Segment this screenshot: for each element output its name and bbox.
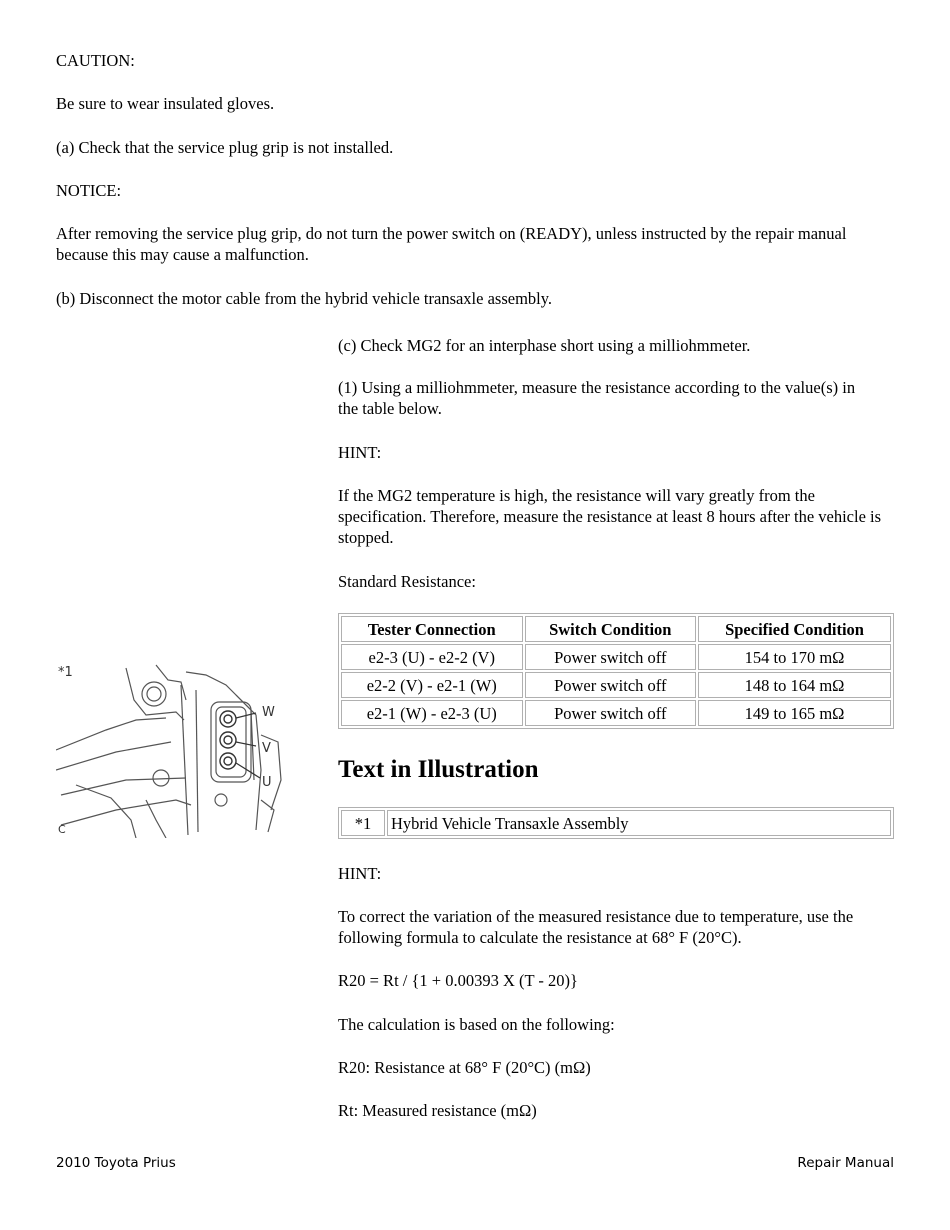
illustration-callout: *1	[58, 665, 73, 680]
column-header: Switch Condition	[525, 616, 697, 642]
caution-text: Be sure to wear insulated gloves.	[56, 94, 275, 113]
hint2-text: To correct the variation of the measured resistance due to temperature, use the following formula to calculate the resistance at 68° F (20°C).	[338, 907, 854, 947]
notice-text: After removing the service plug grip, do not turn the power switch on (READY), unless instructed by the repair manual because this may cause a malfunction.	[56, 224, 847, 264]
table-cell: e2-2 (V) - e2-1 (W)	[341, 672, 523, 698]
notice-label: NOTICE:	[56, 181, 122, 200]
formula: R20 = Rt / {1 + 0.00393 X (T - 20)}	[338, 971, 578, 990]
column-header: Tester Connection	[341, 616, 523, 642]
caution-label: CAUTION:	[56, 51, 135, 70]
standard-resistance-label: Standard Resistance:	[338, 572, 476, 591]
column-header: Specified Condition	[698, 616, 891, 642]
table-row	[341, 672, 891, 698]
text-in-illustration-heading: Text in Illustration	[338, 756, 539, 783]
table-cell: e2-3 (U) - e2-2 (V)	[341, 644, 523, 670]
legend-description: Hybrid Vehicle Transaxle Assembly	[387, 810, 891, 836]
table-cell: Power switch off	[525, 644, 697, 670]
step-b: (b) Disconnect the motor cable from the hybrid vehicle transaxle assembly.	[56, 289, 553, 308]
illustration-legend-table	[338, 807, 894, 839]
terminal-w-label: W	[262, 705, 275, 720]
calc-basis: The calculation is based on the following:	[338, 1015, 615, 1034]
step-c: (c) Check MG2 for an interphase short using a milliohmmeter.	[338, 336, 751, 355]
table-cell: Power switch off	[525, 700, 697, 726]
rt-definition: Rt: Measured resistance (mΩ)	[338, 1101, 537, 1120]
standard-resistance-table	[338, 613, 894, 729]
table-cell: 149 to 165 mΩ	[698, 700, 891, 726]
table-row	[341, 810, 891, 836]
terminal-u-label: U	[262, 775, 272, 790]
illustration-corner-mark: C	[58, 823, 66, 836]
hint1-label: HINT:	[338, 443, 382, 462]
step-a: (a) Check that the service plug grip is not installed.	[56, 138, 394, 157]
table-row	[341, 700, 891, 726]
hint2-label: HINT:	[338, 864, 382, 883]
table-row	[341, 644, 891, 670]
table-cell: Power switch off	[525, 672, 697, 698]
table-cell: 148 to 164 mΩ	[698, 672, 891, 698]
table-cell: 154 to 170 mΩ	[698, 644, 891, 670]
legend-callout: *1	[341, 810, 385, 836]
r20-definition: R20: Resistance at 68° F (20°C) (mΩ)	[338, 1058, 591, 1077]
transaxle-terminal-illustration	[56, 660, 286, 838]
footer-right: Repair Manual	[797, 1155, 894, 1171]
hint1-text: If the MG2 temperature is high, the resistance will vary greatly from the specification. Therefore, measure the resistance at least 8 hours after the vehicle is stopped.	[338, 486, 882, 547]
table-header-row	[341, 616, 891, 642]
step-1: (1) Using a milliohmmeter, measure the resistance according to the value(s) in the table below.	[338, 378, 856, 418]
footer-left: 2010 Toyota Prius	[56, 1155, 176, 1171]
terminal-v-label: V	[262, 741, 271, 756]
table-cell: e2-1 (W) - e2-3 (U)	[341, 700, 523, 726]
